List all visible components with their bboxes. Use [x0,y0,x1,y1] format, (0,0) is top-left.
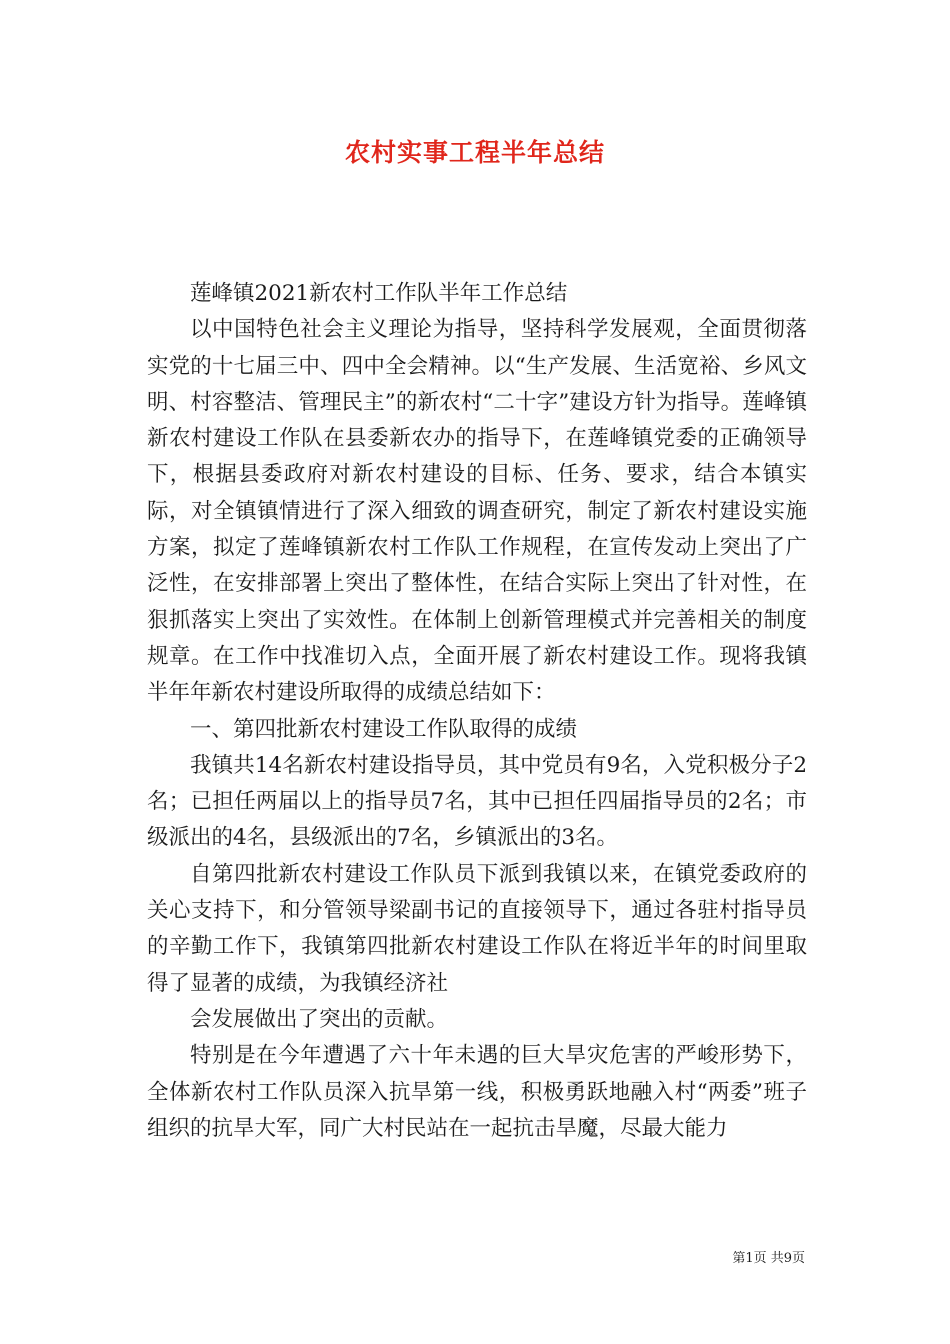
document-subtitle: 莲峰镇2021新农村工作队半年工作总结 [190,281,568,306]
document-title: 农村实事工程半年总结 [344,138,605,167]
document-body [147,276,807,1147]
section-paragraph-achievements: 自第四批新农村建设工作队员下派到我镇以来，在镇党委政府的关心支持下，和分管领导梁副书记的直接领导下，通过各驻村指导员的辛勤工作下，我镇第四批新农村建设工作队在将近半年的时间里取得了显著的成绩，为我镇经济社 [147,861,807,996]
section-heading: 一、第四批新农村建设工作队取得的成绩 [190,716,578,742]
page-number: 第1页 共9页 [732,1251,805,1266]
intro-paragraph: 以中国特色社会主义理论为指导，坚持科学发展观，全面贯彻落实党的十七届三中、四中全会精神。以“生产发展、生活宽裕、乡风文明、村容整洁、管理民主”的新农村“二十字”建设方针为指导。莲峰镇新农村建设工作队在县委新农办的指导下，在莲峰镇党委的正确领导下，根据县委政府对新农村建设的目标、任务、要求，结合本镇实际，对全镇镇情进行了深入细致的调查研究，制定了新农村建设实施方案，拟定了莲峰镇新农村工作队工作规程，在宣传发动上突出了广泛性，在安排部署上突出了整体性，在结合实际上突出了针对性，在狠抓落实上突出了实效性。在体制上创新管理模式并完善相关的制度规章。在工作中找准切入点，全面开展了新农村建设工作。现将我镇半年年新农村建设所取得的成绩总结如下： [147,317,807,706]
section-paragraph-staffing: 我镇共14名新农村建设指导员，其中党员有9名，入党积极分子2名；已担任两届以上的指导员7名，其中已担任四届指导员的2名；市级派出的4名，县级派出的7名，乡镇派出的3名。 [147,752,807,851]
section-paragraph-drought: 特别是在今年遭遇了六十年未遇的巨大旱灾危害的严峻形势下，全体新农村工作队员深入抗旱第一线，积极勇跃地融入村“两委”班子组织的抗旱大军，同广大村民站在一起抗击旱魔，尽最大能力 [147,1043,807,1141]
section-paragraph-contribution: 会发展做出了突出的贡献。 [190,1006,449,1032]
